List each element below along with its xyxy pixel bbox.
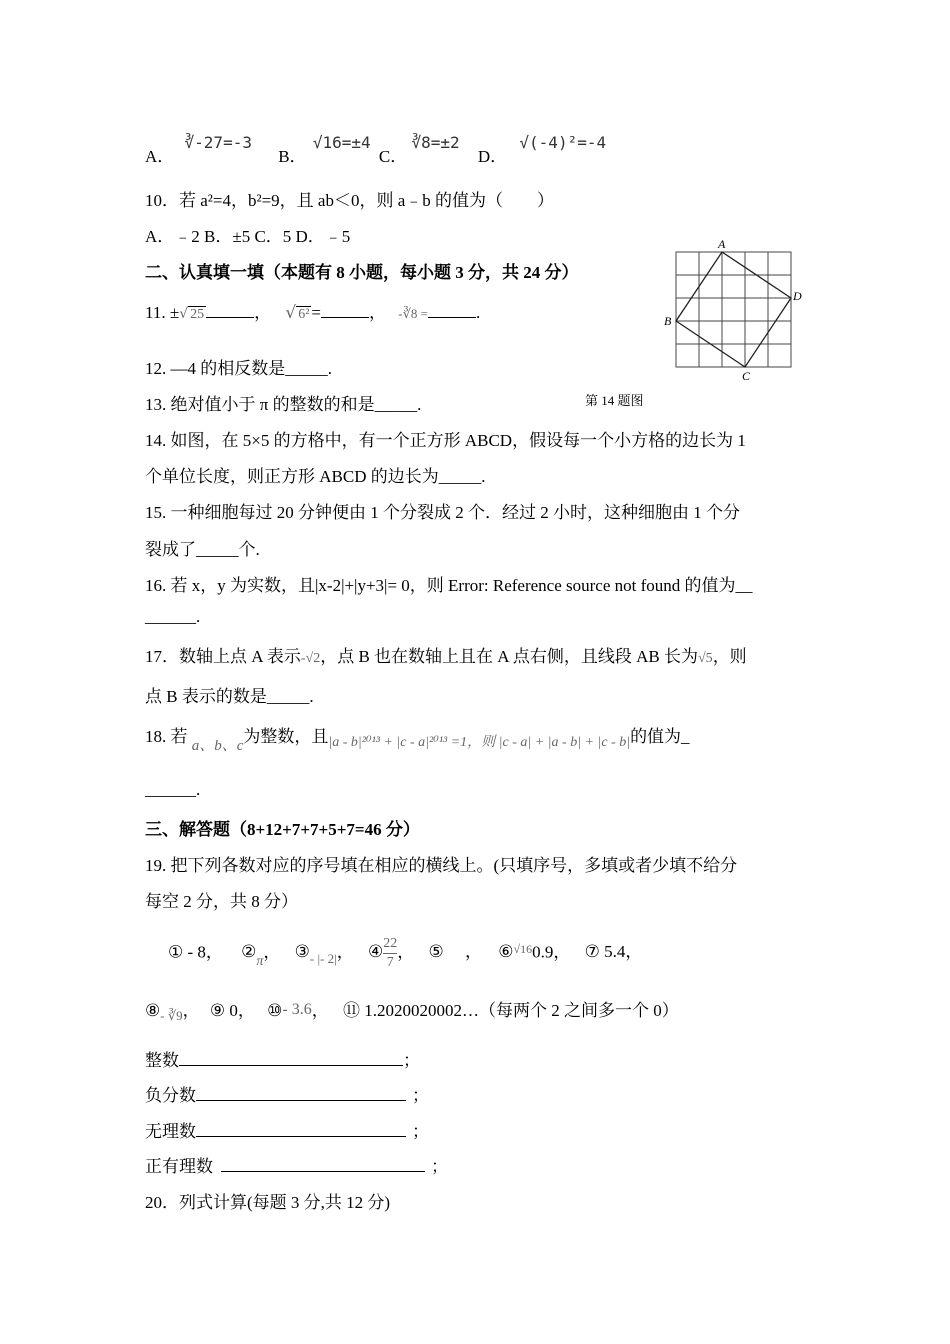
- answer-negative-fractions-blank[interactable]: [196, 1084, 406, 1101]
- q19-item-9: ⑨ 0，: [209, 1001, 255, 1020]
- q20-title: 20．列式计算(每题 3 分,共 12 分): [145, 1193, 391, 1212]
- q19-item-4-denominator: 7: [386, 955, 394, 970]
- label-d: D: [793, 289, 802, 303]
- q9-option-b-label: B．: [278, 147, 307, 166]
- q19-line1: 19. 把下列各数对应的序号填在相应的横线上。(只填序号，多填或者少填不给分: [145, 856, 738, 875]
- label-c: C: [742, 369, 751, 383]
- answer-positive-rationals-blank[interactable]: [221, 1155, 425, 1172]
- q19-item-1: ① - 8，: [168, 942, 223, 962]
- answer-negative-fractions-end: ；: [412, 1086, 429, 1105]
- q19-item-6-label: ⑥: [498, 942, 514, 962]
- q18-tail: 的值为_: [630, 727, 690, 746]
- q11-sep-1: ，: [254, 303, 272, 322]
- q9-option-d-label: D．: [477, 147, 508, 166]
- answer-integers-end: ；: [403, 1051, 420, 1070]
- q19-item-10-label: ⑩: [267, 1001, 283, 1020]
- label-b: B: [664, 314, 672, 328]
- q19-item-6-value: 0.9，: [532, 942, 571, 962]
- q17-text-c: ，则: [712, 647, 747, 666]
- q19-item-4-numerator: 22: [383, 935, 397, 954]
- q9-option-b-expr: √16=±4: [312, 133, 371, 152]
- figure-caption: 第 14 题图: [585, 393, 644, 408]
- q17-line2: 点 B 表示的数是_____.: [145, 687, 314, 706]
- square-abcd: [676, 252, 791, 367]
- q11-sep-2: ，: [369, 303, 387, 322]
- q11-prefix: 11. ±: [145, 303, 180, 322]
- q19-item-8-sep: ，: [182, 1001, 200, 1020]
- radical-icon: √: [285, 303, 297, 323]
- radical-icon: √: [179, 306, 189, 322]
- q17-line1: [145, 642, 747, 667]
- q19-item-3-value: - |- 2|: [309, 951, 337, 967]
- q16-line1: 16. 若 x，y 为实数，且|x-2|+|y+3|= 0，则 Error: Reference source not found 的值为__: [145, 576, 753, 595]
- q9-option-a-expr: ∛-27=-3: [184, 133, 252, 152]
- q19-item-8-value: - ∛9: [160, 1008, 183, 1023]
- answer-integers: [145, 1046, 420, 1071]
- q19-item-4-fraction: [383, 935, 397, 972]
- q11: [145, 298, 480, 323]
- q19-item-4-sep: ，: [397, 942, 415, 962]
- q17-text-a: 17．数轴上点 A 表示: [145, 647, 301, 666]
- square-grid-figure: [660, 236, 810, 386]
- answer-irrationals-end: ；: [412, 1122, 429, 1141]
- q9-option-a-label: A．: [145, 147, 175, 166]
- answer-irrationals: [145, 1117, 429, 1142]
- q14-line1: 14. 如图，在 5×5 的方格中，有一个正方形 ABCD，假设每一个小方格的边长为 1: [145, 431, 746, 450]
- q11-blank-1: [206, 301, 254, 318]
- q9-option-c-expr: ∛8=±2: [411, 133, 460, 152]
- q15-line2: 裂成了_____个.: [145, 540, 260, 559]
- q18-lead: 18. 若: [145, 727, 188, 746]
- q17-sqrt5: √5: [698, 651, 713, 666]
- q18-vars: a、b、c: [191, 738, 244, 754]
- q19-item-10-value: - 3.6: [282, 1001, 312, 1018]
- q19-item-10-sep: ，: [311, 1001, 329, 1020]
- section2-title: 二、认真填一填（本题有 8 小题，每小题 3 分，共 24 分）: [145, 263, 579, 282]
- answer-irrationals-label: 无理数: [145, 1122, 196, 1141]
- q19-line2: 每空 2 分，共 8 分）: [145, 892, 298, 911]
- answer-irrationals-blank[interactable]: [196, 1120, 406, 1137]
- q19-item-2-sep: ，: [263, 942, 281, 962]
- q11-blank-3: [428, 301, 476, 318]
- answer-positive-rationals-label: 正有理数: [145, 1157, 213, 1176]
- q19-item-8-label: ⑧: [145, 1001, 161, 1020]
- q19-item-7: ⑦ 5.4，: [584, 942, 643, 962]
- q14-line2: 个单位长度，则正方形 ABCD 的边长为_____.: [145, 467, 486, 486]
- answer-positive-rationals-end: ；: [431, 1157, 448, 1176]
- q18-line1: [145, 722, 690, 754]
- q19-item-3-label: ③: [294, 942, 310, 962]
- q19-item-5: ⑤ ，: [428, 942, 483, 962]
- q11-radicand-2: 6²: [298, 307, 310, 322]
- q19-item-6-root: √16: [513, 942, 533, 957]
- answer-positive-rationals: [145, 1152, 448, 1177]
- q10-options: A．﹣2 B．±5 C．5 D．﹣5: [145, 227, 351, 246]
- q11-radicand-3: -∛8 =: [398, 306, 428, 321]
- q19-item-4-label: ④: [368, 942, 384, 962]
- q12: 12. —4 的相反数是_____.: [145, 359, 332, 378]
- q19-item-2-label: ②: [241, 942, 257, 962]
- q9-option-c-label: C．: [378, 147, 408, 166]
- answer-negative-fractions: [145, 1081, 429, 1106]
- q19-numbers-row1: [168, 935, 642, 972]
- q17-neg-sqrt2: -√2: [300, 651, 321, 666]
- q17-text-b: ，点 B 也在数轴上且在 A 点右侧，且线段 AB 长为: [320, 647, 698, 666]
- q19-item-2-value: π: [256, 954, 264, 970]
- q10-stem: 10．若 a²=4，b²=9，且 ab＜0，则 a﹣b 的值为（ ）: [145, 191, 555, 210]
- section3-title: 三、解答题（8+12+7+7+5+7=46 分）: [145, 820, 420, 839]
- q15-line1: 15. 一种细胞每过 20 分钟便由 1 个分裂成 2 个．经过 2 小时，这种细胞由 1 个分: [145, 503, 740, 522]
- q19-numbers-row2: [145, 996, 679, 1021]
- q19-item-11: ⑪ 1.2020020002…（每两个 2 之间多一个 0）: [342, 1001, 679, 1020]
- q16-line2: ______.: [145, 607, 201, 626]
- q18-expr: |a - b|²⁰¹³ + |c - a|²⁰¹³ =1，则 |c - a| + |a - b| + |c - b|: [328, 735, 631, 750]
- q11-radicand-1: 25: [190, 307, 205, 322]
- q18-line2: ______.: [145, 780, 201, 799]
- q11-eq: =: [311, 303, 322, 322]
- q19-item-3-sep: ，: [336, 942, 354, 962]
- q11-end: .: [475, 303, 481, 322]
- answer-integers-label: 整数: [145, 1051, 179, 1070]
- q9-option-d-expr: √(-4)²=-4: [519, 133, 607, 152]
- q11-blank-2: [321, 301, 369, 318]
- q9-options: [145, 128, 607, 166]
- q18-mid: 为整数，且: [243, 727, 329, 746]
- grid-lines: [676, 252, 791, 367]
- label-a: A: [718, 237, 726, 251]
- answer-integers-blank[interactable]: [179, 1049, 403, 1066]
- answer-negative-fractions-label: 负分数: [145, 1086, 196, 1105]
- q13: 13. 绝对值小于 π 的整数的和是_____.: [145, 395, 422, 414]
